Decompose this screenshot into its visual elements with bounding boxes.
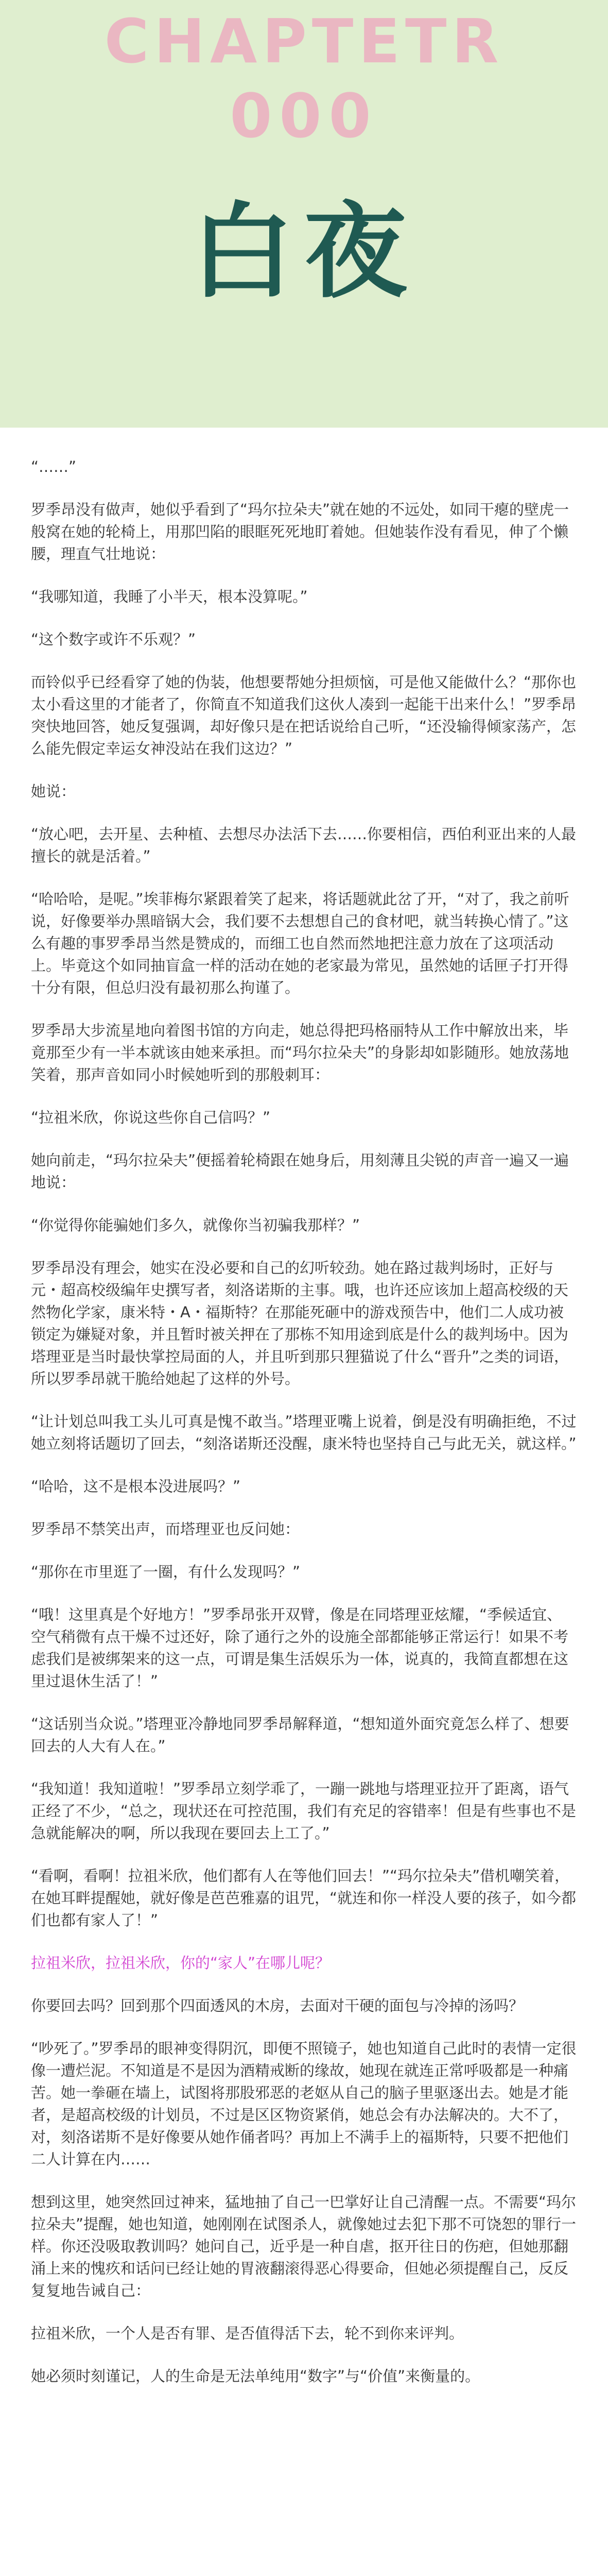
paragraph: “放心吧，去开星、去种植、去想尽办法活下去……你要相信，西伯利亚出来的人最擅长的就是活着。”	[31, 825, 577, 865]
highlighted-paragraph: 拉祖米欣，拉祖米欣，你的“家人”在哪儿呢？	[31, 1954, 331, 1972]
paragraph: “这个数字或许不乐观？”	[31, 631, 196, 648]
paragraph: 罗季昂没有做声，她似乎看到了“玛尔拉朵夫”就在她的不远处，如同干瘪的壁虎一般窝在她的轮椅上，用那凹陷的眼眶死死地盯着她。但她装作没有看见，伸了个懒腰，理直气壮地说：	[31, 501, 569, 563]
paragraph: 想到这里，她突然回过神来，猛地抽了自己一巴掌好让自己清醒一点。不需要“玛尔拉朵夫”提醒，她也知道，她刚刚在试图杀人，就像她过去犯下那不可饶恕的罪行一样。你还没吸取教训吗？她问自己，近乎是一种自虐，抠开往日的伤疤，但她那翻涌上来的愧疚和话问已经让她的胃液翻滚得恶心得要命，但她必须提醒自己，反反复复地告诫自己：	[31, 2193, 577, 2299]
chapter-header	[0, 0, 608, 428]
paragraph: 拉祖米欣，一个人是否有罪、是否值得活下去，轮不到你来评判。	[31, 2325, 464, 2342]
article-text	[31, 456, 577, 2408]
paragraph: “看啊，看啊！拉祖米欣，他们都有人在等他们回去！”“玛尔拉朵夫”借机嘲笑着，在她耳畔提醒她，就好像是芭芭雅嘉的诅咒，“就连和你一样没人要的孩子，如今都们也都有家人了！”	[31, 1867, 577, 1929]
paragraph: “让计划总叫我工头儿可真是愧不敢当。”塔理亚嘴上说着，倒是没有明确拒绝，不过她立刻将话题切了回去，“刻洛诺斯还没醒，康米特也坚持自己与此无关，就这样。”	[31, 1413, 577, 1452]
paragraph: 她说：	[31, 783, 76, 800]
paragraph: “我哪知道，我睡了小半天，根本没算呢。”	[31, 588, 308, 605]
paragraph: 而铃似乎已经看穿了她的伪装，他想要帮她分担烦恼，可是他又能做什么？“那你也太小看这里的才能者了，你简直不知道我们这伙人凑到一起能干出来什么！”罗季昂突快地回答，她反复强调，却好像只是在把话说给自己听，“还没输得倾家荡产，怎么能先假定幸运女神没站在我们这边？”	[31, 673, 577, 757]
paragraph: 罗季昂没有理会，她实在没必要和自己的幻听较劲。她在路过裁判场时，正好与元・超高校级编年史撰写者，刻洛诺斯的主事。哦，也许还应该加上超高校级的天然物化学家，康米特・A・福斯特？在那能死砸中的游戏预告中，他们二人成功被锁定为嫌疑对象，并且暂时被关押在了那栋不知用途到底是什么的裁判场中。因为塔理亚是当时最快掌控局面的人，并且听到那只狸猫说了什么“晋升”之类的词语，所以罗季昂就干脆给她起了这样的外号。	[31, 1259, 569, 1387]
article-body	[0, 428, 608, 2576]
paragraph: “那你在市里逛了一圈，有什么发现吗？”	[31, 1563, 301, 1581]
paragraph: 她向前走，“玛尔拉朵夫”便摇着轮椅跟在她身后，用刻薄且尖锐的声音一遍又一遍地说：	[31, 1151, 569, 1191]
paragraph: “你觉得你能骗她们多久，就像你当初骗我那样？”	[31, 1216, 360, 1234]
paragraph: “哈哈，这不是根本没进展吗？”	[31, 1478, 241, 1495]
paragraph: 罗季昂不禁笑出声，而塔理亚也反问她：	[31, 1520, 300, 1538]
chapter-number: 000	[230, 80, 378, 151]
paragraph: 她必须时刻谨记，人的生命是无法单纯用“数字”与“价值”来衡量的。	[31, 2367, 480, 2385]
paragraph: “吵死了。”罗季昂的眼神变得阴沉，即便不照镜子，她也知道自己此时的表情一定很像一遭烂泥。不知道是不是因为酒精戒断的缘故，她现在就连正常呼吸都是一种痛苦。她一拳砸在墙上，试图将那股邪恶的老妪从自己的脑子里驱逐出去。她是才能者，是超高校级的计划员，不过是区区物资紧俏，她总会有办法解决的。大不了，对，刻洛诺斯不是好像要从她作俑者吗？再加上不满手上的福斯特，只要不把他们二人计算在内……	[31, 2040, 577, 2168]
paragraph: “……”	[31, 458, 77, 476]
paragraph: 罗季昂大步流星地向着图书馆的方向走，她总得把玛格丽特从工作中解放出来，毕竟那至少有一半本就该由她来承担。而“玛尔拉朵夫”的身影却如影随形。她放荡地笑着，那声音如同小时候她听到的那般刺耳：	[31, 1022, 569, 1083]
chapter-label: CHAPTETR	[104, 6, 504, 77]
chapter-title: 白夜	[190, 192, 418, 312]
paragraph: “我知道！我知道啦！”罗季昂立刻学乖了，一蹦一跳地与塔理亚拉开了距离，语气正经了不少，“总之，现状还在可控范围，我们有充足的容错率！但是有些事也不是急就能解决的啊，所以我现在要回去上工了。”	[31, 1780, 577, 1842]
paragraph: “这话别当众说。”塔理亚冷静地同罗季昂解释道，“想知道外面究竟怎么样了、想要回去的人大有人在。”	[31, 1715, 569, 1755]
paragraph: “哦！这里真是个好地方！”罗季昂张开双臂，像是在同塔理亚炫耀，“季候适宜、空气稍微有点干燥不过还好，除了通行之外的设施全部都能够正常运行！如果不考虑我们是被绑架来的这一点，可谓是集生活娱乐为一体，说真的，我简直都想在这里过退休生活了！”	[31, 1606, 569, 1690]
paragraph: 你要回去吗？回到那个四面透风的木房，去面对干硬的面包与冷掉的汤吗？	[31, 1997, 524, 2014]
paragraph: “拉祖米欣，你说这些你自己信吗？”	[31, 1109, 271, 1126]
paragraph: “哈哈哈，是呢。”埃菲梅尔紧跟着笑了起来，将话题就此岔了开，“对了，我之前听说，好像要举办黑暗锅大会，我们要不去想想自己的食材吧，就当转换心情了。”这么有趣的事罗季昂当然是赞成的，而细工也自然而然地把注意力放在了这项活动上。毕竟这个如同抽盲盒一样的活动在她的老家最为常见，虽然她的话匣子打开得十分有限，但总归没有最初那么拘谨了。	[31, 890, 569, 996]
